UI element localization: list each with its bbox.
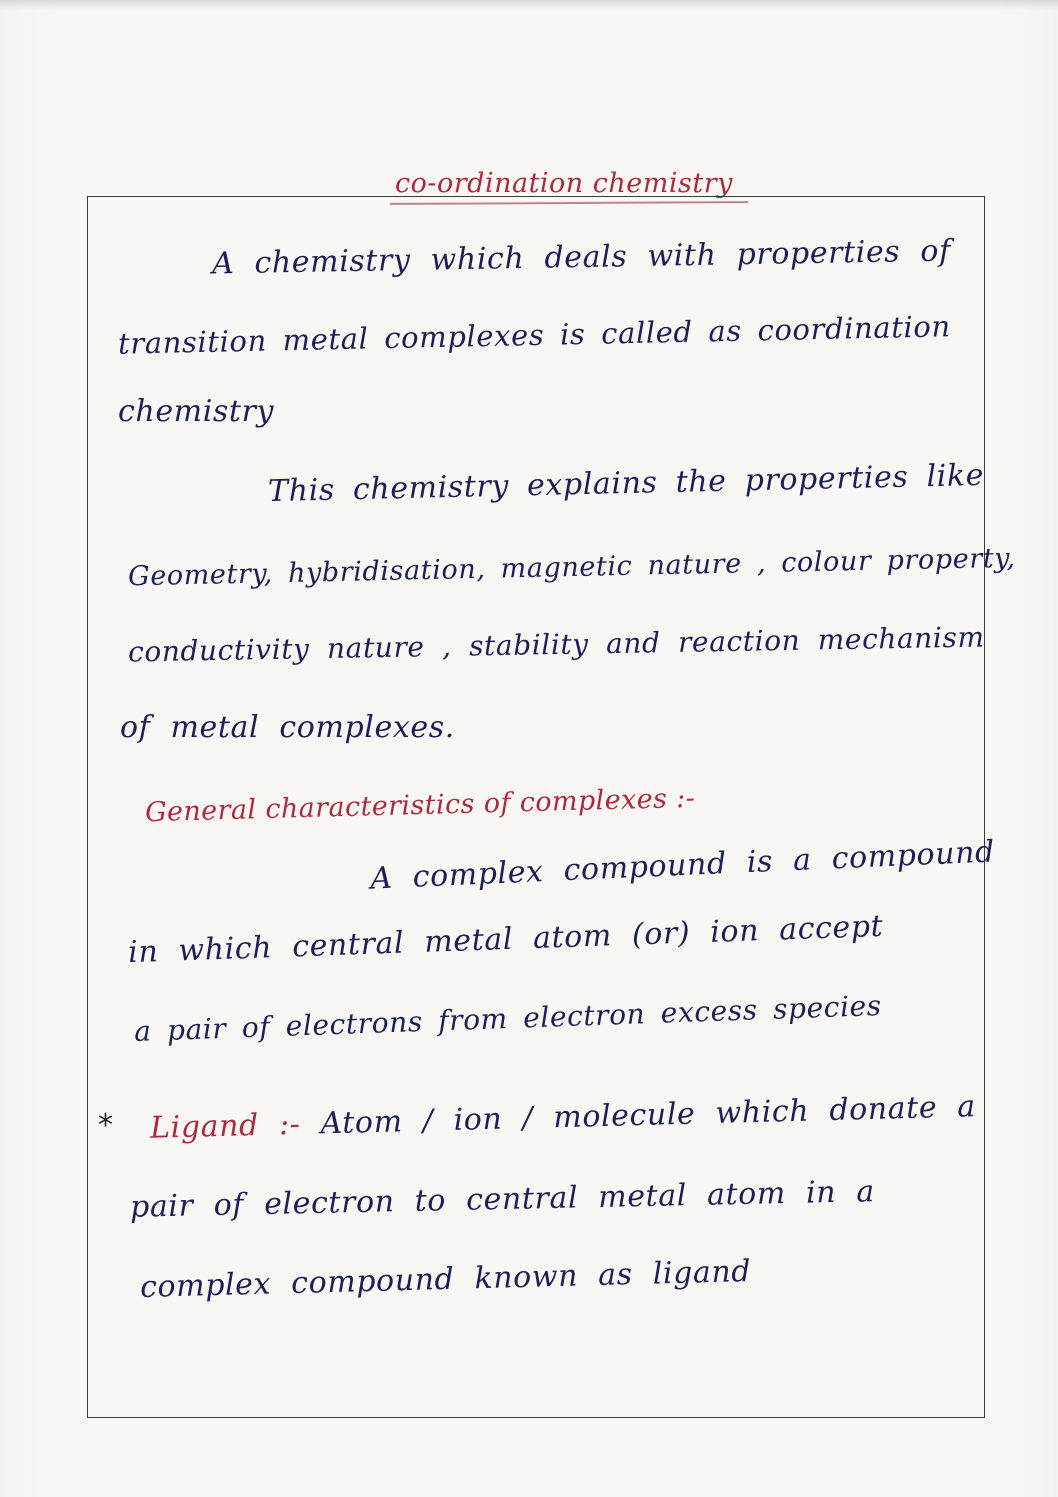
properties-line-1: This chemistry explains the properties like: [267, 457, 985, 510]
ligand-text-1: Atom / ion / molecule which donate a: [320, 1089, 977, 1142]
ligand-bullet: *: [98, 1108, 113, 1143]
properties-line-3: conductivity nature , stability and reaction mechanism: [127, 620, 985, 669]
complex-line-1: A complex compound is a compound: [369, 834, 996, 897]
general-characteristics-heading: General characteristics of complexes :-: [144, 782, 696, 829]
intro-line-3: chemistry: [118, 394, 275, 429]
complex-line-3: a pair of electrons from electron excess species: [133, 988, 883, 1049]
page-top-edge: [0, 0, 1058, 10]
page-title: co-ordination chemistry: [395, 168, 733, 199]
properties-line-2: Geometry, hybridisation, magnetic nature , colour property,: [127, 542, 1017, 593]
intro-line-1: A chemistry which deals with properties of: [211, 233, 952, 282]
intro-line-2: transition metal complexes is called as coordination: [117, 309, 951, 361]
complex-line-2: in which central metal atom (or) ion accept: [127, 908, 884, 971]
ligand-line-3: complex compound known as ligand: [139, 1254, 752, 1305]
ligand-line-2: pair of electron to central metal atom in a: [129, 1174, 876, 1225]
ligand-label: Ligand :-: [149, 1106, 301, 1146]
properties-line-4: of metal complexes.: [120, 710, 455, 745]
